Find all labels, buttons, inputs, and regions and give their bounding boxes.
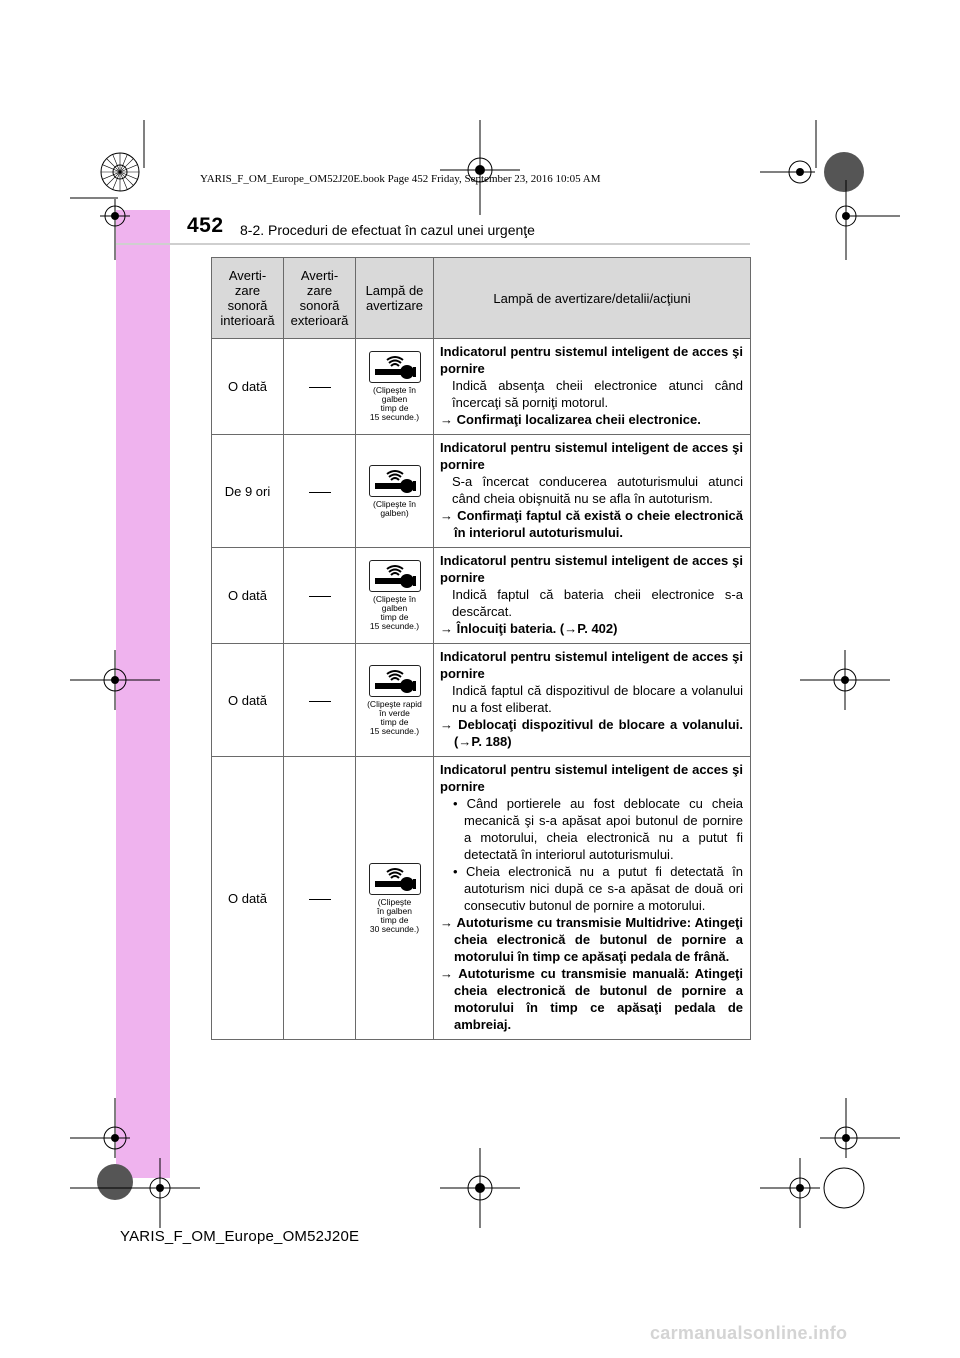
action: → Autoturisme cu transmisie manuală: Atingeţi cheia electronică de butonul de pornire a motorului în timp ce apăsaţi pedala de ambreiaj.	[440, 966, 743, 1032]
warning-light-cell	[356, 644, 434, 757]
description-bullet: • Cheia electronică nu a putut fi detectată în autoturism nici după ce s-a apăsat de două ori consecutiv butonul de pornire a motorului.	[453, 864, 743, 913]
interior-buzzer-count: O dată	[212, 757, 284, 1040]
description: Indică faptul că bateria cheii electronice s-a descărcat.	[452, 587, 743, 619]
description-bullet: • Când portierele au fost deblocate cu cheia mecanică şi s-a apăsat apoi butonul de pornire a motorului, cheia electronică nu a putut fi detectată în interiorul autoturismului.	[453, 796, 743, 862]
details-cell	[434, 435, 751, 548]
registration-mark-top-center	[440, 120, 520, 220]
watermark: carmanualsonline.info	[650, 1323, 848, 1343]
table-row	[212, 757, 751, 1040]
interior-buzzer-count: De 9 ori	[212, 435, 284, 548]
exterior-buzzer-none	[284, 757, 356, 1040]
table-row	[212, 435, 751, 548]
section-title: 8-2. Proceduri de efectuat în cazul unei urgenţe	[240, 222, 535, 238]
registration-mark-bottom-center	[440, 1148, 520, 1228]
dash-mark	[309, 596, 331, 597]
action: → Înlocuiţi bateria. (→P. 402)	[440, 621, 618, 636]
lamp-note: (Clipeşte în galben timp de 15 secunde.)	[369, 594, 420, 631]
table-row	[212, 644, 751, 757]
header-warning-light: Lampă de avertizare	[356, 258, 434, 339]
dash-mark	[309, 387, 331, 388]
details-cell	[434, 757, 751, 1040]
exterior-buzzer-none	[284, 548, 356, 644]
warning-light-cell	[356, 757, 434, 1040]
smart-key-indicator-icon	[369, 863, 421, 895]
indicator-title: Indicatorul pentru sistemul inteligent de acces şi pornire	[440, 553, 743, 585]
dash-mark	[309, 899, 331, 900]
smart-key-indicator-icon	[369, 351, 421, 383]
dash-mark	[309, 492, 331, 493]
details-cell	[434, 548, 751, 644]
header-exterior-buzzer: Averti- zare sonoră exterioară	[284, 258, 356, 339]
crop-mark-top-right	[760, 120, 900, 260]
lamp-note: (Clipeşte în galben)	[373, 498, 416, 518]
crop-mark-bottom-right	[760, 1098, 900, 1228]
action: → Deblocaţi dispozitivul de blocare a volanului. (→P. 188)	[440, 717, 743, 749]
table-row	[212, 339, 751, 435]
interior-buzzer-count: O dată	[212, 548, 284, 644]
dash-mark	[309, 701, 331, 702]
table-row	[212, 548, 751, 644]
lamp-note: (Clipeşte în galben timp de 30 secunde.)	[369, 896, 420, 934]
footer-doc-id: YARIS_F_OM_Europe_OM52J20E	[120, 1228, 360, 1245]
registration-mark-middle-left	[70, 650, 160, 710]
registration-mark-middle-right	[800, 650, 890, 710]
details-cell	[434, 339, 751, 435]
warning-light-cell	[356, 339, 434, 435]
warning-light-cell	[356, 435, 434, 548]
warning-light-cell	[356, 548, 434, 644]
action: → Confirmaţi faptul că există o cheie electronică în interiorul autoturismului.	[440, 508, 743, 540]
exterior-buzzer-none	[284, 644, 356, 757]
exterior-buzzer-none	[284, 339, 356, 435]
lamp-note: (Clipeşte în galben timp de 15 secunde.)	[369, 385, 420, 422]
header-details: Lampă de avertizare/detalii/acţiuni	[434, 258, 751, 339]
smart-key-indicator-icon	[369, 560, 421, 592]
smart-key-indicator-icon	[369, 665, 421, 697]
action: → Autoturisme cu transmisie Multidrive: Atingeţi cheia electronică de butonul de pornire a motorului în timp ce apăsaţi pedala de frână.	[440, 915, 743, 964]
indicator-title: Indicatorul pentru sistemul inteligent de acces şi pornire	[440, 440, 743, 472]
exterior-buzzer-none	[284, 435, 356, 548]
interior-buzzer-count: O dată	[212, 339, 284, 435]
description: Indică faptul că dispozitivul de blocare a volanului nu a fost eliberat.	[452, 683, 743, 715]
book-info-line: YARIS_F_OM_Europe_OM52J20E.book Page 452 Friday, September 23, 2016 10:05 AM	[200, 173, 601, 185]
lamp-note: (Clipeşte rapid în verde timp de 15 secunde.)	[367, 698, 422, 736]
indicator-title: Indicatorul pentru sistemul inteligent de acces şi pornire	[440, 649, 743, 681]
page-number: 452	[187, 214, 224, 237]
header-interior-buzzer: Averti- zare sonoră interioară	[212, 258, 284, 339]
description: S-a încercat conducerea autoturismului atunci când cheia obişnuită nu se afla în autoturism.	[452, 474, 743, 506]
details-cell	[434, 644, 751, 757]
crop-mark-top-left	[70, 120, 190, 260]
header-rule	[116, 243, 750, 245]
interior-buzzer-count: O dată	[212, 644, 284, 757]
warning-table	[211, 257, 751, 1040]
smart-key-indicator-icon	[369, 465, 421, 497]
action: → Confirmaţi localizarea cheii electronice.	[440, 412, 701, 427]
table-header-row	[212, 258, 751, 339]
indicator-title: Indicatorul pentru sistemul inteligent de acces şi pornire	[440, 762, 743, 794]
indicator-title: Indicatorul pentru sistemul inteligent de acces şi pornire	[440, 344, 743, 376]
description: Indică absenţa cheii electronice atunci când încercaţi să porniţi motorul.	[452, 378, 743, 410]
crop-mark-bottom-left	[70, 1098, 200, 1228]
